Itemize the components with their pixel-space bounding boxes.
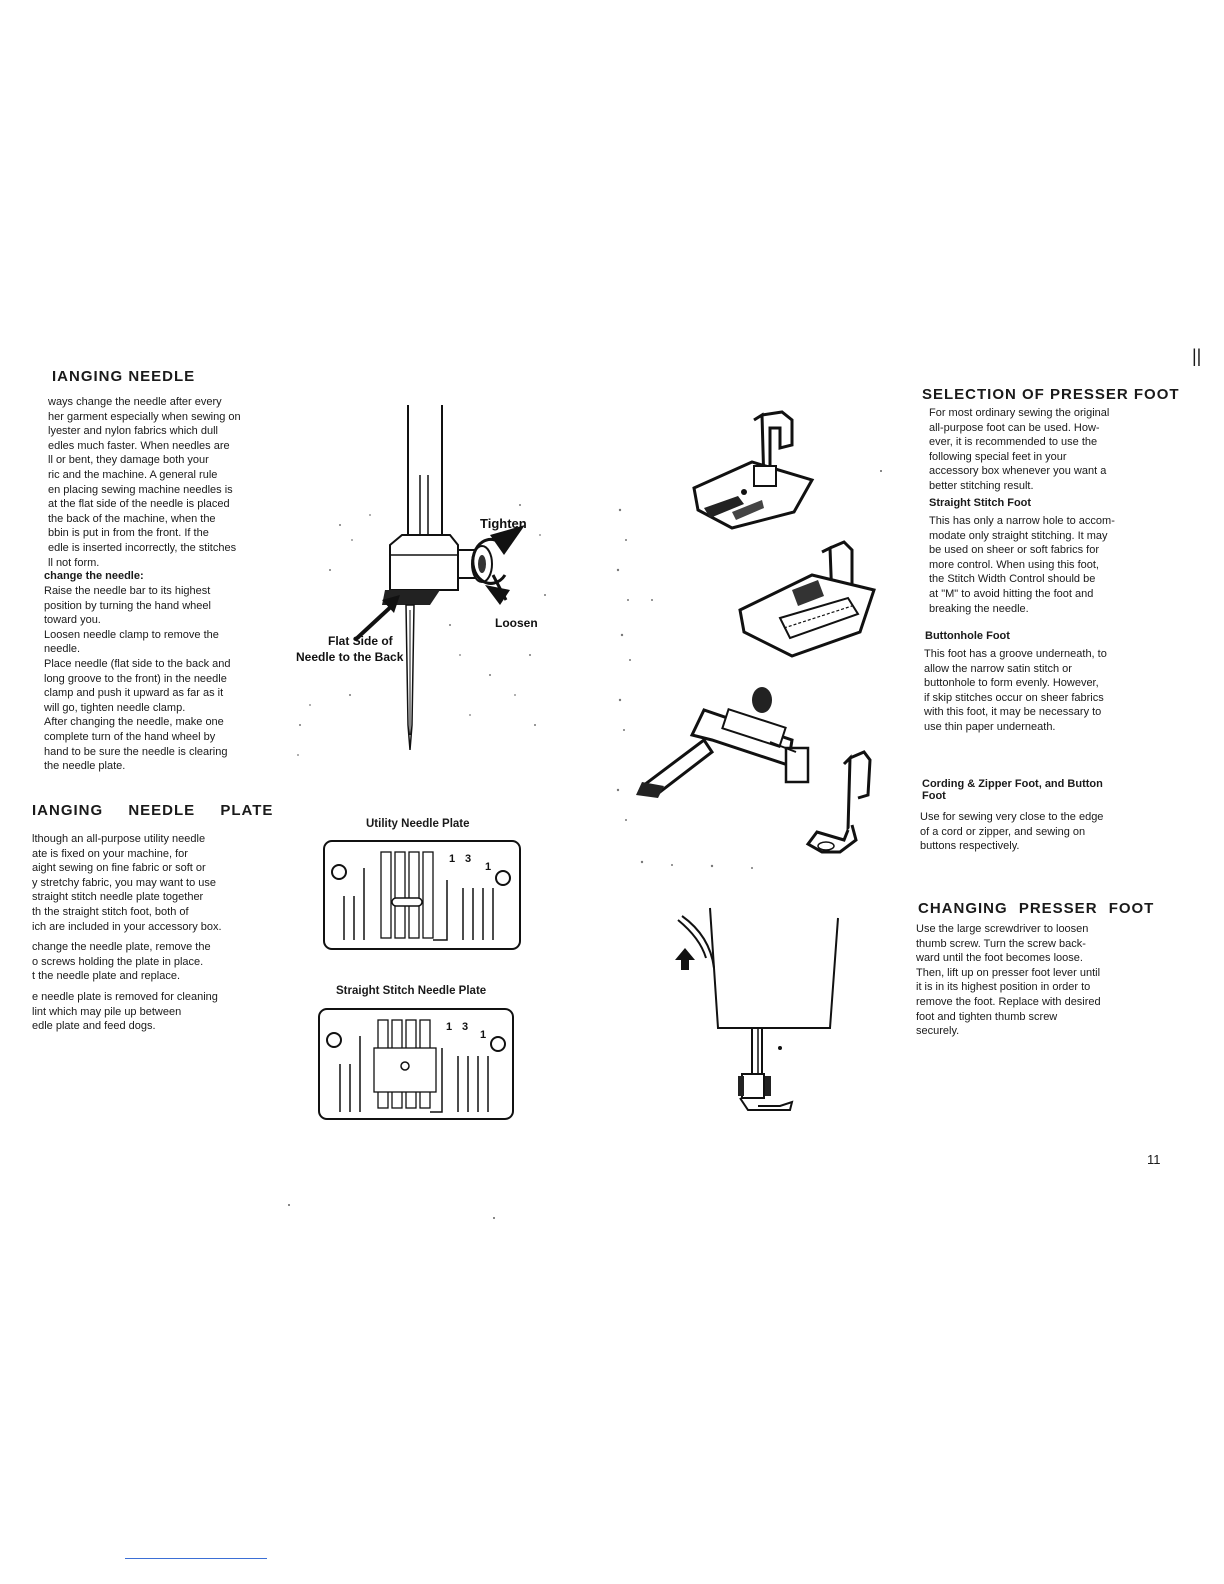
loosen-label: Loosen (495, 616, 538, 630)
utility-needle-plate (323, 840, 523, 952)
svg-text:1: 1 (446, 1021, 453, 1033)
utility-plate-caption: Utility Needle Plate (366, 818, 470, 830)
tighten-label: Tighten (480, 516, 527, 531)
changing-presser-foot-illustration (670, 898, 850, 1128)
flat-side-label: Flat Side of (328, 634, 393, 648)
straight-stitch-foot-text: This has only a narrow hole to accom- modate only straight stitching. It may be used on sheer or soft fabrics for more control. When using this foot, the Stitch Width Control should be at "M" to avoid hitting the foot and breaking the needle. (929, 515, 1115, 615)
heading-changing-needle-plate: IANGING NEEDLE PLATE (32, 802, 274, 819)
needle-plate-text: lthough an all-purpose utility needle ate is fixed on your machine, for aight sewing on fine fabric or soft or y stretchy fabric, you may want to use straight stitch needle plate together th the straight stitch foot, both of ich are included in your accessory box. change the needle plate, remove the o screws holding the plate in place. t the needle plate and replace. e needle plate is removed for cleaning lint which may pile up between edle plate and feed dogs. (32, 833, 222, 1033)
heading-selection-presser-foot: SELECTION OF PRESSER FOOT (922, 386, 1180, 403)
scan-dot (493, 1217, 495, 1219)
heading-changing-presser-foot: CHANGING PRESSER FOOT (918, 900, 1155, 917)
buttonhole-foot-text: This foot has a groove underneath, to allow the narrow satin stitch or buttonhole to form evenly. However, if skip stitches occur on sheer fabrics with this foot, it may be necessary to use thin paper underneath. (924, 648, 1107, 733)
lift-arrow-icon (675, 948, 695, 970)
zipper-foot-icon (636, 687, 808, 798)
svg-text:1: 1 (449, 853, 456, 865)
subheading-straight-stitch-foot: Straight Stitch Foot (929, 497, 1032, 509)
buttonhole-foot-icon (740, 542, 874, 656)
needle-to-back-label: Needle to the Back (296, 650, 404, 664)
cording-zipper-foot-text: Use for sewing very close to the edge of a cord or zipper, and sewing on buttons respectively. (920, 811, 1104, 853)
page-number: 11 (1147, 1152, 1161, 1167)
straight-stitch-needle-plate (318, 1008, 516, 1122)
changing-presser-foot-text: Use the large screwdriver to loosen thumb screw. Turn the screw back- ward until the foot becomes loose. Then, lift up on presser foot lever until it is in its highest position in order to remove the foot. Replace with desired foot and tighten thumb screw securely. (916, 923, 1101, 1038)
subheading-change-needle: change the needle: (44, 570, 144, 582)
changing-needle-intro: ways change the needle after every her garment especially when sewing on lyester and nylon fabrics which dull edles much faster. When needles are ll or bent, they damage both your ric and the machine. A general rule en placing sewing machine needles is at the flat side of the needle is placed the back of the machine, when the bbin is put in from the front. If the edle is inserted incorrectly, the stitches ll not form. (48, 396, 241, 569)
change-needle-steps: Raise the needle bar to its highest position by turning the hand wheel toward you. Loosen needle clamp to remove the needle. Place needle (flat side to the back and long groove to the front) in the needle clamp and push it upward as far as it will go, tighten needle clamp. After changing the needle, make one complete turn of the hand wheel by hand to be sure the needle is clearing the needle plate. (44, 585, 231, 773)
scan-dot (880, 470, 882, 472)
straight-plate-caption: Straight Stitch Needle Plate (336, 985, 487, 997)
needle-clamp-illustration (290, 395, 570, 795)
presser-foot-intro: For most ordinary sewing the original all-purpose foot can be used. How- ever, it is recommended to use the following special feet in your accessory box whenever you want a better stitching result. (929, 407, 1110, 492)
button-foot-icon (808, 752, 870, 852)
svg-text:1: 1 (485, 861, 492, 873)
scan-dot (288, 1204, 290, 1206)
svg-text:3: 3 (465, 853, 472, 865)
svg-text:1: 1 (480, 1029, 487, 1041)
presser-feet-illustration (612, 400, 912, 880)
subheading-cording-zipper-foot: Cording & Zipper Foot, and Button Foot (922, 778, 1103, 802)
heading-changing-needle: IANGING NEEDLE (52, 368, 196, 385)
subheading-buttonhole-foot: Buttonhole Foot (925, 630, 1010, 642)
scan-line (125, 1558, 267, 1559)
svg-text:3: 3 (462, 1021, 469, 1033)
straight-stitch-foot-icon (694, 412, 812, 528)
corner-mark: || (1192, 346, 1202, 366)
